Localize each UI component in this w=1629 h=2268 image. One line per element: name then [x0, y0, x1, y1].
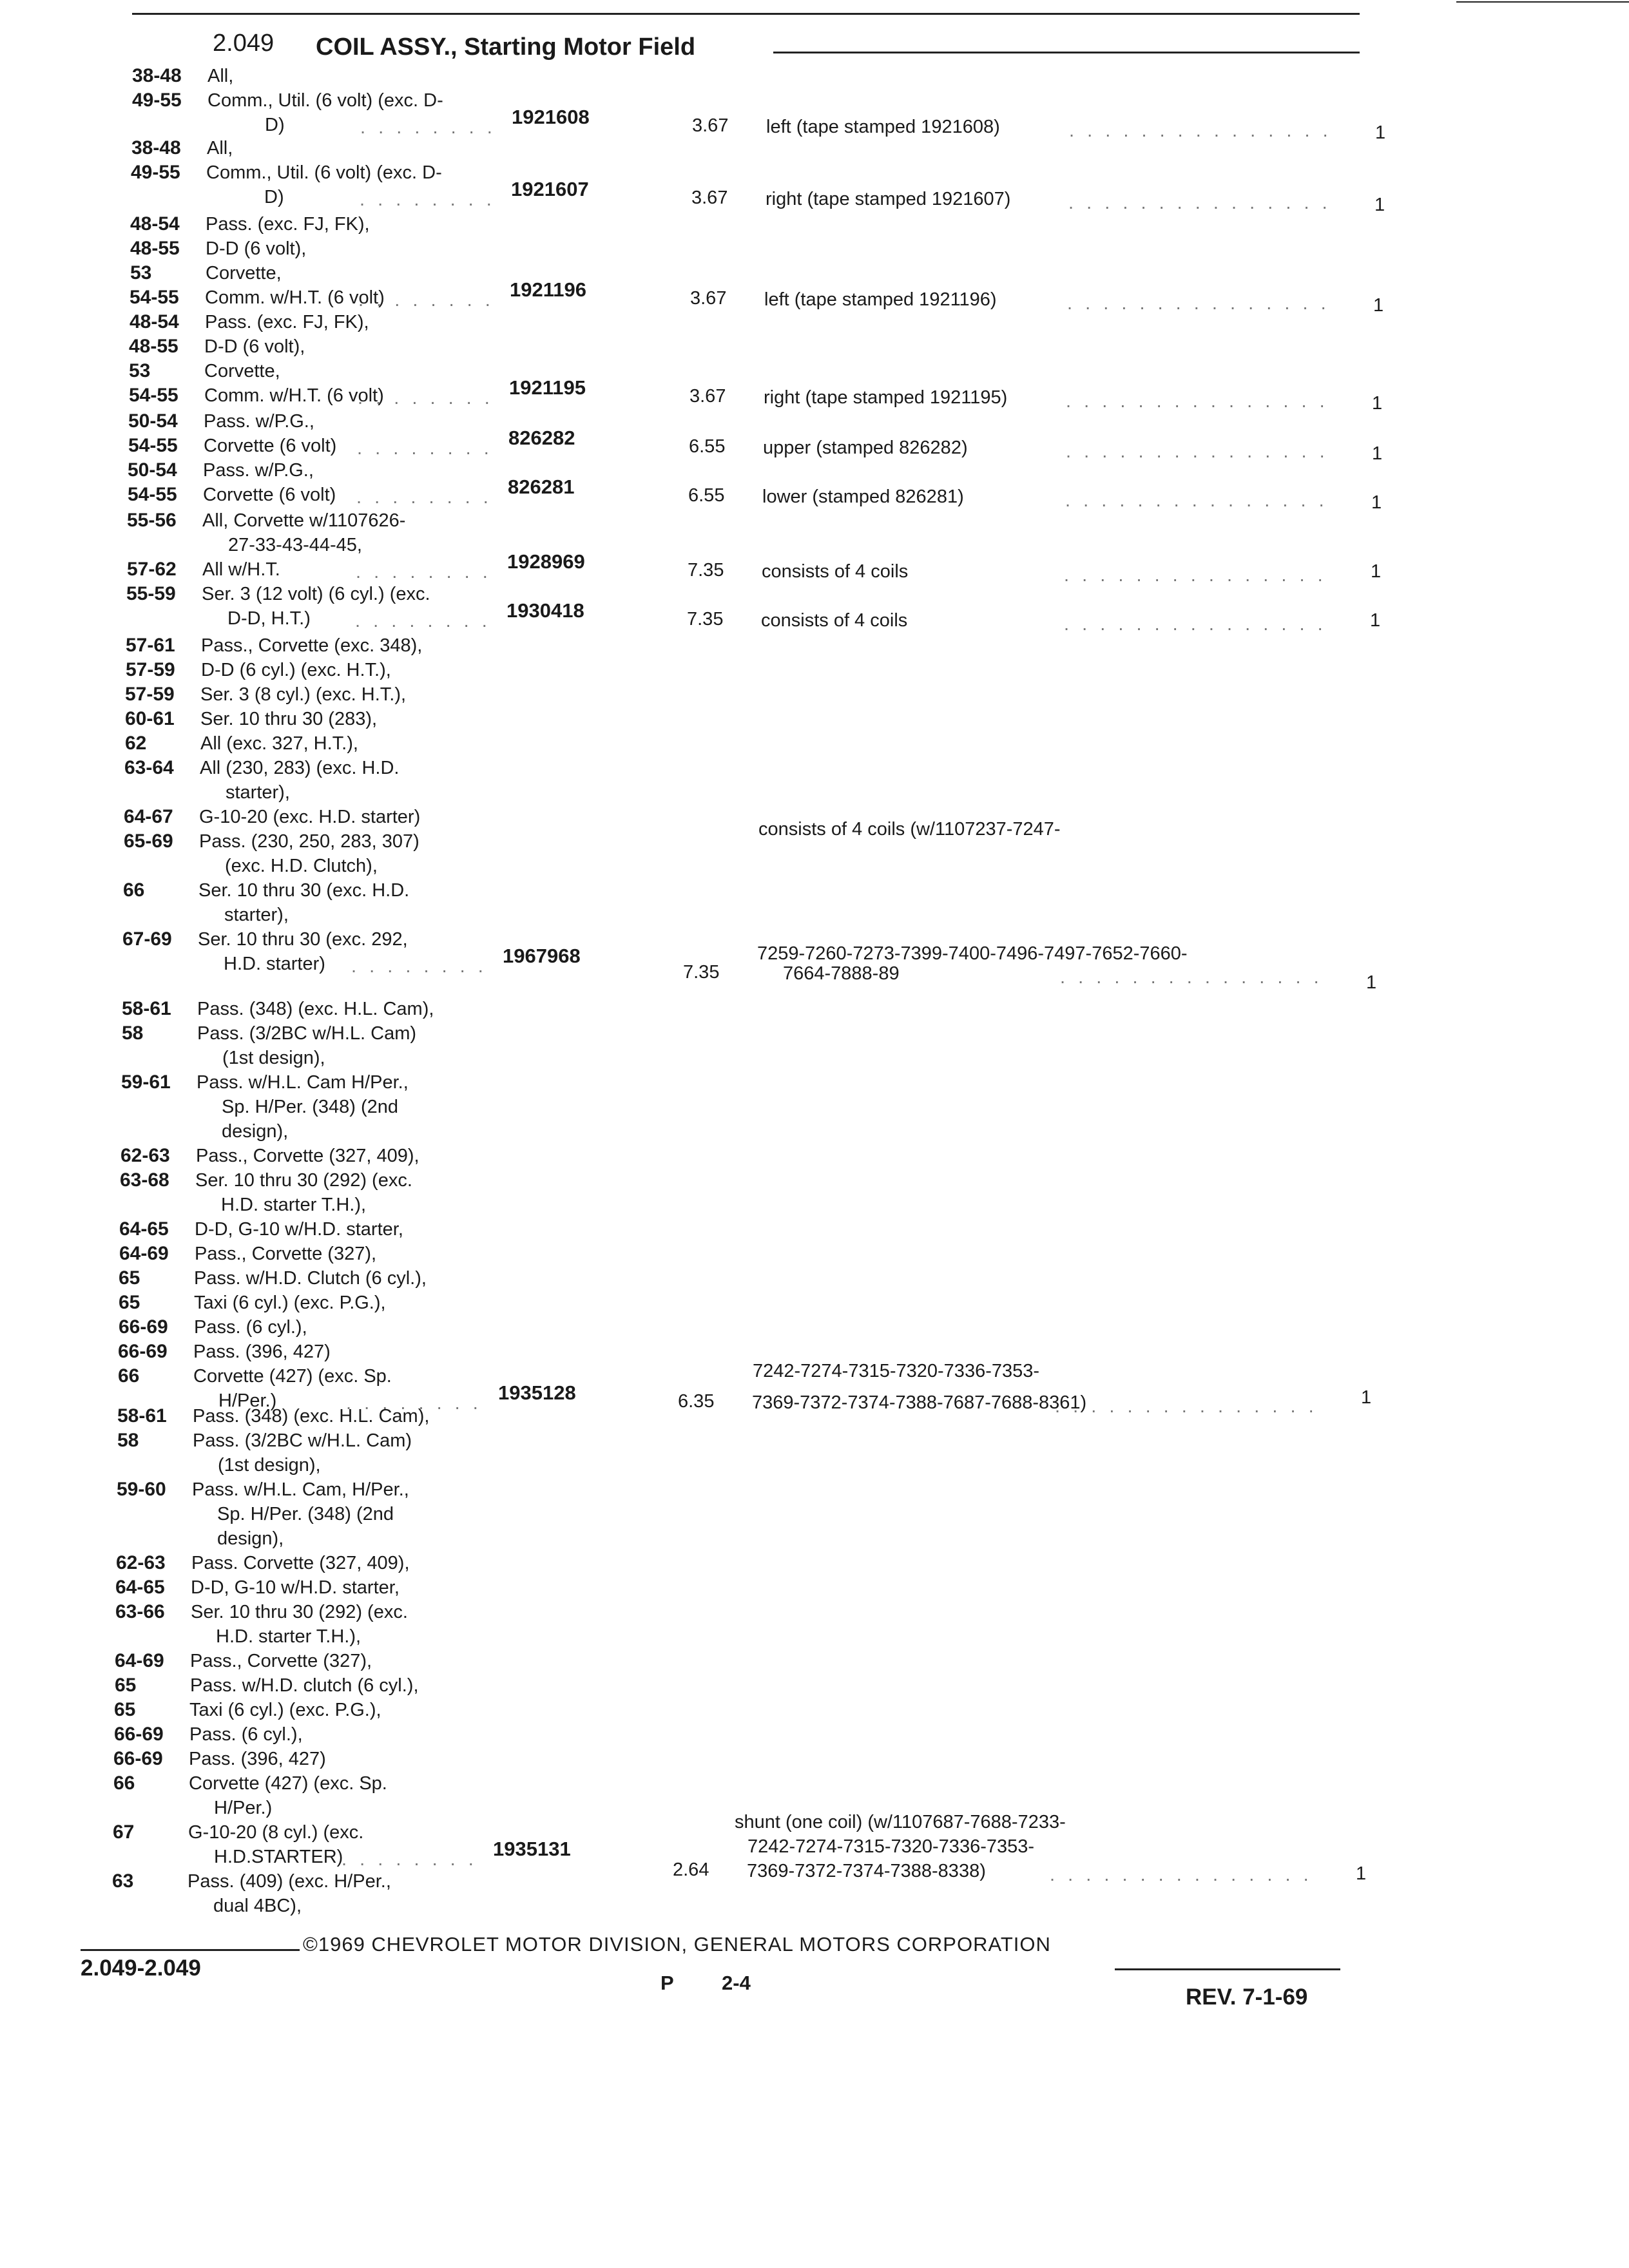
model-years: 64-67 [124, 806, 173, 827]
application-description: Sp. H/Per. (348) (2nd [217, 1504, 394, 1524]
model-years: 55-56 [127, 510, 177, 531]
footer-rule-left [81, 1949, 300, 1951]
application-description: Pass., Corvette (327), [190, 1651, 372, 1671]
list-price: 6.55 [689, 436, 726, 457]
quantity: 1 [1356, 1863, 1367, 1884]
model-years: 66 [123, 879, 145, 901]
application-description: Corvette (6 volt) [203, 485, 336, 505]
quantity: 1 [1374, 195, 1385, 216]
model-years: 62-63 [116, 1552, 166, 1573]
application-description: G-10-20 (exc. H.D. starter) [199, 807, 421, 827]
application-description: Pass., Corvette (327), [195, 1244, 377, 1264]
leader-dots: . . . . . . . . [360, 189, 496, 210]
application-description: H.D.STARTER) [214, 1847, 343, 1867]
model-years: 57-61 [126, 635, 175, 656]
leader-dots: . . . . . . . . . . . . . . . [1068, 193, 1331, 214]
model-years: 67 [113, 1821, 135, 1843]
application-description: Ser. 10 thru 30 (283), [200, 709, 378, 729]
application-description: Pass. (3/2BC w/H.L. Cam) [197, 1023, 417, 1044]
application-description: Ser. 10 thru 30 (exc. 292, [198, 929, 408, 950]
model-years: 63-66 [115, 1601, 165, 1622]
application-description: Comm., Util. (6 volt) (exc. D- [207, 90, 443, 111]
header-underline [773, 52, 1360, 53]
model-years: 57-59 [126, 659, 175, 680]
application-description: Pass. w/H.D. Clutch (6 cyl.), [194, 1268, 427, 1289]
footer-rule-right [1115, 1968, 1340, 1970]
list-price: 6.55 [688, 485, 725, 506]
application-description: Ser. 10 thru 30 (292) (exc. [191, 1602, 408, 1622]
leader-dots: . . . . . . . . [358, 388, 494, 408]
application-description: G-10-20 (8 cyl.) (exc. [188, 1822, 364, 1843]
application-description: Pass. (3/2BC w/H.L. Cam) [193, 1430, 412, 1451]
part-note: lower (stamped 826281) [762, 486, 964, 508]
application-description: Corvette, [206, 263, 282, 284]
application-description: D-D, H.T.) [227, 608, 311, 629]
list-price: 7.35 [683, 961, 720, 983]
model-years: 65 [119, 1267, 140, 1289]
footer-copyright: ©1969 CHEVROLET MOTOR DIVISION, GENERAL MOTORS CORPORATION [303, 1933, 1051, 1956]
leader-dots: . . . . . . . . . . . . . . . [1055, 1396, 1318, 1418]
model-years: 65 [119, 1292, 140, 1313]
model-years: 54-55 [128, 435, 178, 456]
header-rule-thin [1456, 1, 1629, 3]
model-years: 48-54 [130, 311, 179, 332]
leader-dots: . . . . . . . . [360, 117, 496, 138]
application-description: Comm. w/H.T. (6 volt) [205, 287, 385, 308]
list-price: 3.67 [690, 288, 727, 309]
application-description: Pass. w/P.G., [204, 411, 314, 432]
model-years: 59-61 [121, 1072, 171, 1093]
list-price: 3.67 [692, 115, 729, 137]
model-years: 55-59 [126, 583, 176, 604]
list-price: 2.64 [673, 1860, 709, 1881]
leader-dots: . . . . . . . . [358, 290, 494, 311]
application-description: (1st design), [222, 1048, 325, 1068]
model-years: 58 [117, 1430, 139, 1451]
model-years: 58-61 [122, 998, 171, 1019]
part-note: consists of 4 coils (w/1107237-7247- [758, 818, 1061, 840]
model-years: 58 [122, 1023, 144, 1044]
application-description: Pass. (348) (exc. H.L. Cam), [193, 1406, 430, 1427]
model-years: 58-61 [117, 1405, 167, 1427]
application-description: (1st design), [218, 1455, 321, 1475]
application-description: Pass. Corvette (327, 409), [191, 1553, 410, 1573]
application-description: Sp. H/Per. (348) (2nd [222, 1097, 399, 1117]
part-number: 1921607 [511, 178, 589, 200]
model-years: 65 [115, 1675, 137, 1696]
model-years: 64-69 [119, 1243, 169, 1264]
model-years: 48-54 [130, 213, 180, 235]
model-years: 64-65 [119, 1218, 169, 1240]
part-note: 7259-7260-7273-7399-7400-7496-7497-7652-7660- [757, 943, 1188, 965]
application-description: Corvette (6 volt) [204, 436, 337, 456]
application-description: All, Corvette w/1107626- [202, 510, 406, 531]
application-description: Taxi (6 cyl.) (exc. P.G.), [194, 1293, 386, 1313]
application-description: All (230, 283) (exc. H.D. [200, 758, 400, 778]
application-description: Ser. 3 (12 volt) (6 cyl.) (exc. [202, 584, 430, 604]
part-note: upper (stamped 826282) [763, 437, 968, 459]
application-description: Ser. 10 thru 30 (292) (exc. [195, 1170, 412, 1191]
leader-dots: . . . . . . . . . . . . . . . [1066, 441, 1329, 463]
application-description: Pass. (396, 427) [189, 1749, 326, 1769]
model-years: 54-55 [129, 385, 178, 406]
model-years: 54-55 [128, 484, 177, 505]
application-description: Pass. (6 cyl.), [189, 1724, 303, 1745]
leader-dots: . . . . . . . . . . . . . . . [1069, 120, 1332, 142]
part-number: 1935131 [493, 1838, 571, 1860]
application-description: design), [217, 1528, 284, 1549]
application-description: D-D (6 volt), [204, 336, 305, 357]
part-note: 7369-7372-7374-7388-7687-7688-8361) [752, 1392, 1087, 1414]
model-years: 54-55 [130, 287, 179, 308]
model-years: 66 [118, 1365, 140, 1387]
section-title: COIL ASSY., Starting Motor Field [316, 34, 696, 61]
list-price: 7.35 [688, 560, 724, 581]
part-number: 1928969 [507, 550, 585, 573]
model-years: 62-63 [120, 1145, 170, 1166]
leader-dots: . . . . . . . . . . . . . . . [1067, 293, 1330, 314]
application-description: D-D, G-10 w/H.D. starter, [191, 1577, 400, 1598]
application-description: Pass. w/H.L. Cam, H/Per., [192, 1479, 409, 1500]
model-years: 67-69 [122, 928, 172, 950]
model-years: 66-69 [113, 1748, 163, 1769]
application-description: Comm. w/H.T. (6 volt) [204, 385, 384, 406]
list-price: 7.35 [687, 609, 724, 630]
leader-dots: . . . . . . . . . . . . . . . [1064, 614, 1327, 635]
application-description: design), [222, 1121, 289, 1142]
application-description: All w/H.T. [202, 559, 280, 580]
model-years: 66-69 [119, 1316, 168, 1338]
application-description: H/Per.) [214, 1798, 273, 1818]
leader-dots: . . . . . . . . . . . . . . . [1064, 565, 1327, 586]
model-years: 66-69 [114, 1724, 164, 1745]
application-description: dual 4BC), [213, 1896, 302, 1916]
model-years: 64-65 [115, 1577, 165, 1598]
application-description: Pass. (230, 250, 283, 307) [199, 831, 419, 852]
part-note: right (tape stamped 1921195) [764, 387, 1008, 408]
leader-dots: . . . . . . . . . . . . . . . [1050, 1865, 1313, 1886]
part-number: 1935128 [498, 1381, 576, 1404]
part-number: 1921608 [512, 106, 590, 128]
part-number: 826282 [508, 427, 575, 449]
model-years: 63-68 [120, 1169, 169, 1191]
quantity: 1 [1366, 972, 1377, 994]
quantity: 1 [1372, 443, 1383, 465]
quantity: 1 [1372, 393, 1383, 414]
model-years: 63 [112, 1870, 134, 1892]
footer-page-letter: P [660, 1972, 674, 1994]
application-description: Pass. (6 cyl.), [194, 1317, 307, 1338]
footer-range: 2.049-2.049 [81, 1956, 201, 1981]
quantity: 1 [1373, 295, 1384, 316]
application-description: Pass. (exc. FJ, FK), [206, 214, 370, 235]
model-years: 62 [125, 733, 147, 754]
quantity: 1 [1361, 1387, 1372, 1408]
header-rule [132, 13, 1360, 15]
model-years: 63-64 [124, 757, 174, 778]
model-years: 48-55 [129, 336, 178, 357]
part-note: 7242-7274-7315-7320-7336-7353- [747, 1836, 1035, 1858]
application-description: Pass., Corvette (exc. 348), [201, 635, 423, 656]
leader-dots: . . . . . . . . . . . . . . . [1060, 966, 1323, 988]
part-number: 1921196 [510, 278, 586, 301]
model-years: 38-48 [132, 65, 182, 86]
application-description: Pass. (348) (exc. H.L. Cam), [197, 999, 434, 1019]
quantity: 1 [1370, 610, 1381, 631]
model-years: 57-59 [125, 684, 175, 705]
model-years: 53 [130, 262, 152, 284]
application-description: Pass. (409) (exc. H/Per., [188, 1871, 391, 1892]
application-description: starter), [224, 905, 289, 925]
model-years: 66 [113, 1773, 135, 1794]
application-description: Pass. (396, 427) [193, 1341, 331, 1362]
application-description: Corvette (427) (exc. Sp. [193, 1366, 392, 1387]
model-years: 49-55 [132, 90, 182, 111]
model-years: 50-54 [128, 459, 177, 481]
leader-dots: . . . . . . . . [355, 611, 491, 631]
leader-dots: . . . . . . . . . . . . . . . [1065, 490, 1328, 512]
application-description: D) [265, 115, 285, 135]
part-note: 7242-7274-7315-7320-7336-7353- [753, 1361, 1040, 1381]
application-description: Corvette, [204, 361, 280, 381]
application-description: D-D (6 cyl.) (exc. H.T.), [201, 660, 391, 680]
list-price: 6.35 [678, 1391, 715, 1412]
application-description: Pass., Corvette (327, 409), [196, 1146, 419, 1166]
model-years: 53 [129, 360, 151, 381]
model-years: 60-61 [125, 708, 175, 729]
footer-revision: REV. 7-1-69 [1186, 1984, 1308, 2010]
model-years: 38-48 [131, 137, 181, 159]
application-description: Corvette (427) (exc. Sp. [189, 1773, 387, 1794]
part-number: 1930418 [506, 599, 584, 622]
application-description: H/Per.) [218, 1390, 277, 1411]
footer-page-number: 2-4 [722, 1972, 751, 1994]
model-years: 59-60 [117, 1479, 166, 1500]
leader-dots: . . . . . . . . [356, 562, 492, 582]
application-description: D-D (6 volt), [206, 238, 307, 259]
application-description: Pass. w/P.G., [203, 460, 314, 481]
application-description: starter), [226, 782, 290, 803]
application-description: D-D, G-10 w/H.D. starter, [195, 1219, 403, 1240]
application-description: Taxi (6 cyl.) (exc. P.G.), [189, 1700, 381, 1720]
model-years: 65 [114, 1699, 136, 1720]
part-note: 7664-7888-89 [783, 963, 900, 984]
part-note: left (tape stamped 1921608) [766, 117, 1000, 138]
application-description: All (exc. 327, H.T.), [200, 733, 358, 754]
leader-dots: . . . . . . . . [346, 1393, 482, 1414]
part-note: consists of 4 coils [761, 610, 908, 631]
leader-dots: . . . . . . . . [342, 1849, 477, 1870]
application-description: D) [264, 187, 284, 207]
application-description: H.D. starter T.H.), [216, 1626, 361, 1647]
application-description: Ser. 3 (8 cyl.) (exc. H.T.), [200, 684, 407, 705]
quantity: 1 [1371, 561, 1382, 582]
quantity: 1 [1375, 122, 1386, 144]
application-description: All, [207, 138, 233, 159]
application-description: (exc. H.D. Clutch), [225, 856, 378, 876]
part-note: right (tape stamped 1921607) [766, 189, 1011, 210]
application-description: Comm., Util. (6 volt) (exc. D- [206, 162, 442, 183]
model-years: 57-62 [127, 559, 177, 580]
application-description: Pass. w/H.L. Cam H/Per., [197, 1072, 409, 1093]
part-note: consists of 4 coils [762, 561, 909, 582]
leader-dots: . . . . . . . . [357, 438, 493, 459]
model-years: 49-55 [131, 162, 180, 183]
model-years: 65-69 [124, 831, 173, 852]
application-description: Ser. 10 thru 30 (exc. H.D. [198, 880, 410, 901]
model-years: 48-55 [130, 238, 180, 259]
part-number: 1967968 [503, 945, 581, 967]
application-description: 27-33-43-44-45, [228, 535, 362, 555]
application-description: H.D. starter) [224, 954, 325, 974]
section-code: 2.049 [213, 30, 275, 57]
list-price: 3.67 [691, 187, 728, 209]
part-note: left (tape stamped 1921196) [764, 289, 997, 311]
leader-dots: . . . . . . . . . . . . . . . [1066, 391, 1329, 412]
application-description: Pass. w/H.D. clutch (6 cyl.), [190, 1675, 419, 1696]
part-number: 826281 [508, 476, 575, 498]
leader-dots: . . . . . . . . [351, 956, 487, 977]
application-description: H.D. starter T.H.), [221, 1195, 367, 1215]
list-price: 3.67 [689, 386, 726, 407]
quantity: 1 [1371, 492, 1382, 514]
leader-dots: . . . . . . . . [356, 487, 492, 508]
application-description: All, [207, 66, 234, 86]
part-note: 7369-7372-7374-7388-8338) [747, 1861, 986, 1882]
part-number: 1921195 [509, 376, 586, 399]
application-description: Pass. (exc. FJ, FK), [205, 312, 369, 332]
model-years: 50-54 [128, 410, 178, 432]
part-note: shunt (one coil) (w/1107687-7688-7233- [735, 1812, 1066, 1833]
model-years: 66-69 [118, 1341, 168, 1362]
model-years: 64-69 [115, 1650, 164, 1671]
